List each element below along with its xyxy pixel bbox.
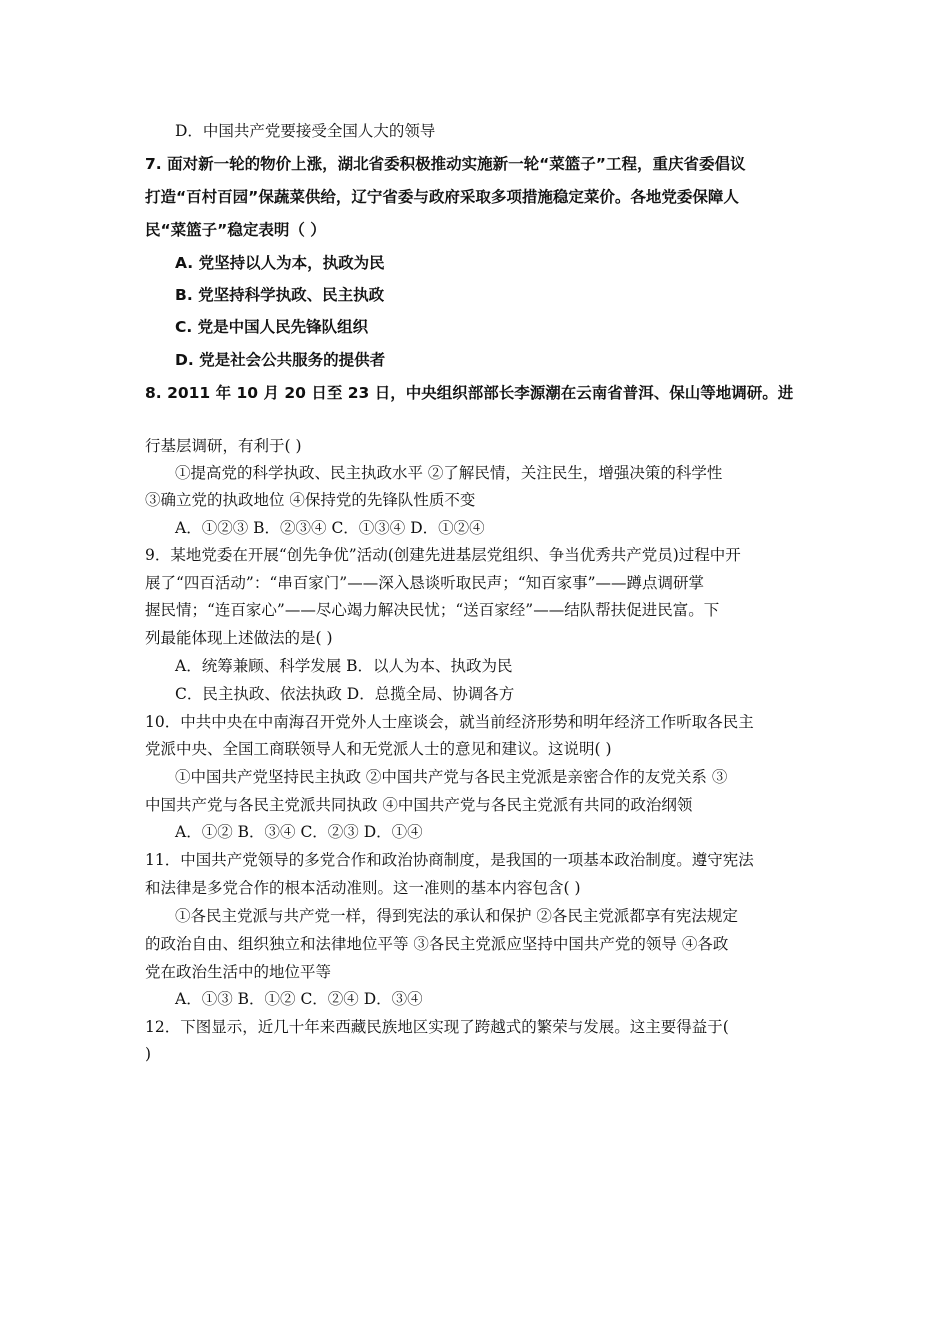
q10-statements-line-2: 中国共产党与各民主党派共同执政 ④中国共产党与各民主党派有共同的政治纲领 [145, 796, 693, 814]
q11-options: A．①③ B．①② C．②④ D．③④ [175, 990, 423, 1008]
q7-option-b: B. 党坚持科学执政、民主执政 [175, 286, 385, 304]
q8-options: A．①②③ B．②③④ C．①③④ D．①②④ [175, 519, 485, 537]
q11-statements-line-1: ①各民主党派与共产党一样，得到宪法的承认和保护 ②各民主党派都享有宪法规定 [175, 907, 738, 925]
q10-statements-line-1: ①中国共产党坚持民主执政 ②中国共产党与各民主党派是亲密合作的友党关系 ③ [175, 768, 728, 786]
q9-stem-line-3: 握民情；“连百家心”——尽心竭力解决民忧；“送百家经”——结队帮扶促进民富。下 [145, 601, 720, 619]
q8-stem-line-2: 行基层调研，有利于( ) [145, 437, 302, 455]
q9-stem-line-4: 列最能体现上述做法的是( ) [145, 629, 333, 647]
q8-statements-line-1: ①提高党的科学执政、民主执政水平 ②了解民情，关注民生，增强决策的科学性 [175, 464, 723, 482]
q9-options-line-2: C．民主执政、依法执政 D．总揽全局、协调各方 [175, 685, 515, 703]
q11-statements-line-2: 的政治自由、组织独立和法律地位平等 ③各民主党派应坚持中国共产党的领导 ④各政 [145, 935, 729, 953]
q7-option-c: C. 党是中国人民先锋队组织 [175, 318, 369, 336]
q7-option-d: D. 党是社会公共服务的提供者 [175, 351, 386, 369]
q10-stem-line-2: 党派中央、全国工商联领导人和无党派人士的意见和建议。这说明( ) [145, 740, 612, 758]
q9-stem-line-2: 展了“四百活动”：“串百家门”——深入恳谈听取民声；“知百家事”——蹲点调研掌 [145, 574, 705, 592]
q11-stem-line-1: 11．中国共产党领导的多党合作和政治协商制度，是我国的一项基本政治制度。遵守宪法 [145, 851, 754, 869]
q8-statements-line-2: ③确立党的执政地位 ④保持党的先锋队性质不变 [145, 491, 476, 509]
q12-stem-line-1: 12．下图显示，近几十年来西藏民族地区实现了跨越式的繁荣与发展。这主要得益于( [145, 1018, 729, 1036]
q9-options-line-1: A．统筹兼顾、科学发展 B．以人为本、执政为民 [175, 657, 513, 675]
q10-stem-line-1: 10．中共中央在中南海召开党外人士座谈会，就当前经济形势和明年经济工作听取各民主 [145, 713, 754, 731]
q9-stem-line-1: 9．某地党委在开展“创先争优”活动(创建先进基层党组织、争当优秀共产党员)过程中开 [145, 546, 741, 564]
q7-stem-line-2: 打造“百村百园”保蔬菜供给，辽宁省委与政府采取多项措施稳定菜价。各地党委保障人 [145, 188, 739, 206]
q6-option-d: D．中国共产党要接受全国人大的领导 [175, 122, 436, 140]
q12-stem-line-2: ) [145, 1045, 152, 1063]
q8-stem-line-1: 8. 2011 年 10 月 20 日至 23 日，中央组织部部长李源潮在云南省普洱、保山等地调研。进 [145, 384, 794, 402]
q10-options: A．①② B．③④ C．②③ D．①④ [175, 823, 423, 841]
q11-statements-line-3: 党在政治生活中的地位平等 [145, 963, 332, 981]
q11-stem-line-2: 和法律是多党合作的根本活动准则。这一准则的基本内容包含( ) [145, 879, 581, 897]
q7-option-a: A. 党坚持以人为本，执政为民 [175, 254, 385, 272]
q7-stem-line-1: 7. 面对新一轮的物价上涨，湖北省委积极推动实施新一轮“菜篮子”工程，重庆省委倡议 [145, 155, 746, 173]
q7-stem-line-3: 民“菜篮子”稳定表明（ ） [145, 221, 326, 239]
